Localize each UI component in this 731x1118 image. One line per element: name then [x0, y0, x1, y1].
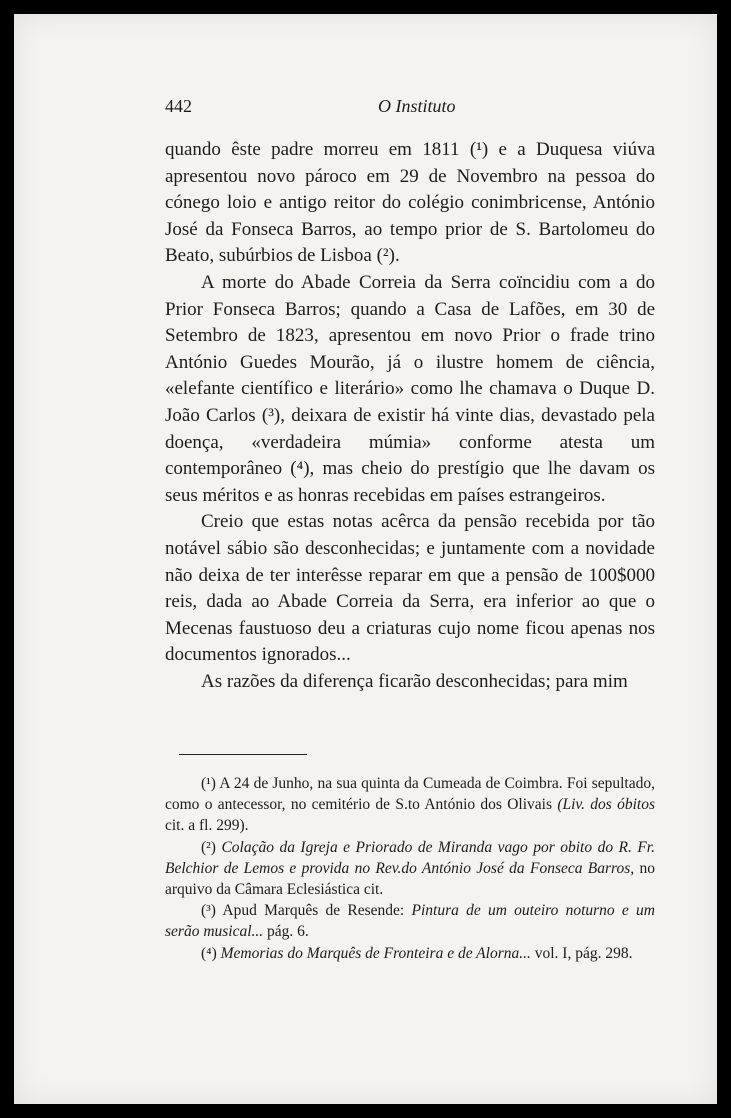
- running-title: O Instituto: [378, 96, 456, 116]
- footnote-marker: (²): [201, 838, 216, 856]
- book-page: [14, 14, 717, 1104]
- paragraph-1: quando êste padre morreu em 1811 (¹) e a Duquesa viúva apresentou novo pároco em 29 de Novembro na pessoa do cónego loio e antigo reitor do colégio conimbricense, António José da Fonseca Barros, ao tempo prior de S. Bartolomeu do Beato, subúrbios de Lisboa (²).: [165, 139, 655, 267]
- paragraph-3: Creio que estas notas acêrca da pensão recebida por tão notável sábio são desconhecidas; e juntamente com a novidade não deixa de ter interêsse reparar em que a pensão de 100$000 reis, dada ao Abade Correia da Serra, era inferior ao que o Mecenas faustuoso deu a criaturas cujo nome ficou apenas nos documentos ignorados...: [165, 511, 655, 666]
- footnote-1: [165, 773, 655, 837]
- footnote-text: no arquivo da Câmara Eclesiástica cit.: [165, 859, 656, 899]
- footnote-reference-tail: cit. a fl. 299).: [165, 817, 249, 835]
- footnote-text: A 24 de Junho, na sua quinta da Cumeada de Coimbra. Foi sepultado, como o antecessor, no cemitério de S.to António dos Olivais: [165, 775, 655, 814]
- body-text: [165, 137, 655, 695]
- footnote-title: Colação da Igreja e Priorado de Miranda vago por obito do R. Fr. Belchior de Lemos e provida no Rev.do António José da Fonseca Barros,: [165, 838, 656, 877]
- footnote-reference: (Liv. dos óbitos: [557, 796, 655, 814]
- footnote-4: [165, 943, 655, 964]
- paragraph-2: A morte do Abade Correia da Serra coïncidiu com a do Prior Fonseca Barros; quando a Casa de Lafões, em 30 de Setembro de 1823, apresentou em novo Prior o frade trino António Guedes Mourão, já o ilustre homem de ciência, «elefante científico e literário» como lhe chamava o Duque D. João Carlos (³), deixara de existir há vinte dias, devastado pela doença, «verdadeira múmia» conforme atesta um contemporâneo (⁴), mas cheio do prestígio que lhe davam os seus méritos e as honras recebidas em países estrangeiros.: [165, 271, 655, 506]
- footnote-marker: (¹): [201, 775, 216, 792]
- footnote-marker: (³): [201, 902, 216, 920]
- footnote-text: Apud Marquês de Resende:: [222, 902, 405, 920]
- footnote-2: [165, 837, 655, 901]
- footnote-3: [165, 900, 655, 942]
- footnote-title: Pintura de um outeiro noturno e um serão musical...: [165, 902, 655, 941]
- footnote-reference-tail: vol. I, pág. 298.: [534, 944, 633, 962]
- footnotes: [165, 773, 655, 964]
- footnote-marker: (⁴): [201, 944, 217, 962]
- footnote-title: Memorias do Marquês de Fronteira e de Alorna...: [220, 944, 531, 962]
- page-number: 442: [165, 96, 192, 116]
- footnote-divider: [179, 754, 307, 755]
- paragraph-4: As razões da diferença ficarão desconhecidas; para mim: [201, 670, 628, 692]
- page-header: [165, 96, 577, 120]
- footnote-reference-tail: pág. 6.: [267, 923, 309, 941]
